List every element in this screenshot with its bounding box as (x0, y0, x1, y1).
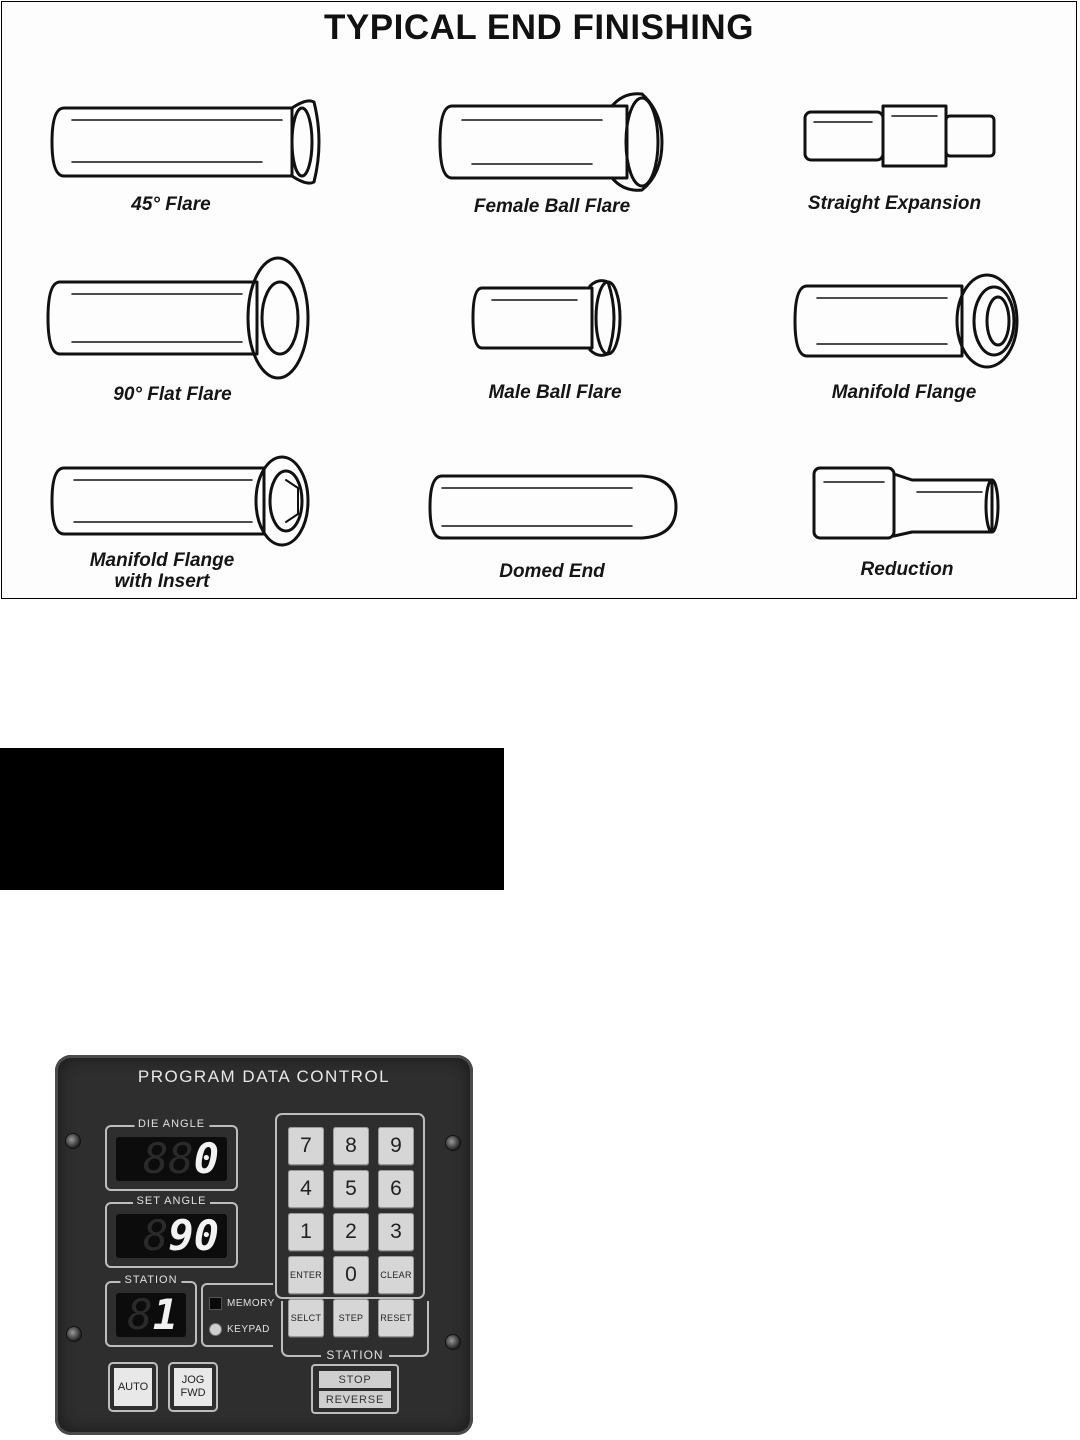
keypad-led-icon (209, 1323, 222, 1336)
caption-90-flat-flare: 90° Flat Flare (113, 384, 232, 405)
station-group-label: STATION (321, 1348, 388, 1362)
station-value: 1 (152, 1290, 178, 1339)
jog-label: JOG (181, 1374, 205, 1386)
key-2[interactable]: 2 (333, 1213, 369, 1251)
caption-straight-expansion: Straight Expansion (807, 193, 982, 214)
key-3[interactable]: 3 (378, 1213, 414, 1251)
screw-icon (65, 1133, 81, 1149)
caption-female-ball-flare: Female Ball Flare (473, 196, 631, 217)
key-5[interactable]: 5 (333, 1170, 369, 1208)
key-7[interactable]: 7 (288, 1127, 324, 1165)
die-angle-label: DIE ANGLE (134, 1118, 209, 1130)
enter-key[interactable]: ENTER (288, 1256, 324, 1294)
black-bar (0, 748, 504, 890)
auto-button-frame (108, 1362, 158, 1412)
tube-90-flat-flare-illustration (48, 258, 308, 378)
caption-male-ball-flare: Male Ball Flare (488, 382, 622, 403)
caption-reduction: Reduction (860, 559, 954, 580)
key-9[interactable]: 9 (378, 1127, 414, 1165)
set-angle-value: 90 (168, 1211, 219, 1260)
end-finishing-figure (1, 1, 1077, 599)
reverse-label: REVERSE (325, 1393, 385, 1406)
caption-manifold-flange: Manifold Flange (831, 382, 977, 403)
caption-manifold-flange-insert-line2: with Insert (114, 571, 210, 592)
key-6[interactable]: 6 (378, 1170, 414, 1208)
screw-icon (445, 1135, 461, 1151)
key-4[interactable]: 4 (288, 1170, 324, 1208)
tube-female-ball-flare-illustration (440, 94, 662, 191)
memory-indicator (209, 1297, 275, 1310)
tube-manifold-flange-insert-illustration (52, 457, 308, 545)
station-key-group (281, 1301, 429, 1362)
stop-label: STOP (338, 1373, 372, 1386)
die-angle-value: 0 (193, 1134, 219, 1183)
mode-indicator-frame (201, 1283, 273, 1347)
step-key[interactable]: STEP (333, 1299, 369, 1337)
caption-45-flare: 45° Flare (131, 194, 211, 215)
clear-key[interactable]: CLEAR (378, 1256, 414, 1294)
tube-straight-expansion-illustration (805, 106, 994, 166)
key-0[interactable]: 0 (333, 1256, 369, 1294)
screw-icon (66, 1326, 82, 1342)
keypad-indicator (209, 1323, 270, 1336)
reverse-button[interactable] (319, 1391, 391, 1408)
auto-button[interactable] (114, 1368, 152, 1406)
set-angle-display: SET ANGLE 8 90 (105, 1202, 238, 1268)
caption-manifold-flange-insert-line1: Manifold Flange (89, 550, 235, 571)
figure-title: TYPICAL END FINISHING (324, 8, 754, 47)
tube-45-flare-illustration (52, 101, 319, 183)
screw-icon (445, 1334, 461, 1350)
stop-reverse-group (311, 1364, 399, 1414)
jog-fwd-button-frame (168, 1362, 218, 1412)
memory-label: MEMORY (227, 1298, 275, 1309)
keypad-label: KEYPAD (227, 1324, 270, 1335)
memory-led-icon (209, 1297, 222, 1310)
tube-male-ball-flare-illustration (473, 281, 620, 356)
tube-illustrations (2, 2, 1078, 600)
panel-title: PROGRAM DATA CONTROL (137, 1067, 391, 1086)
key-8[interactable]: 8 (333, 1127, 369, 1165)
reset-key[interactable]: RESET (378, 1299, 414, 1337)
die-angle-display: DIE ANGLE 88 0 (105, 1125, 238, 1191)
program-data-control-panel (55, 1055, 473, 1435)
stop-button[interactable] (319, 1371, 391, 1388)
select-key[interactable]: SELCT (288, 1299, 324, 1337)
tube-domed-end-illustration (430, 476, 676, 538)
key-1[interactable]: 1 (288, 1213, 324, 1251)
auto-label: AUTO (117, 1380, 149, 1393)
set-angle-label: SET ANGLE (133, 1195, 211, 1207)
caption-domed-end: Domed End (499, 561, 605, 582)
station-label: STATION (120, 1274, 181, 1286)
tube-manifold-flange-illustration (795, 275, 1017, 367)
jog-fwd-button[interactable] (174, 1368, 212, 1406)
fwd-label: FWD (180, 1387, 206, 1399)
tube-reduction-illustration (814, 468, 998, 538)
station-display: STATION 8 1 (105, 1281, 197, 1347)
